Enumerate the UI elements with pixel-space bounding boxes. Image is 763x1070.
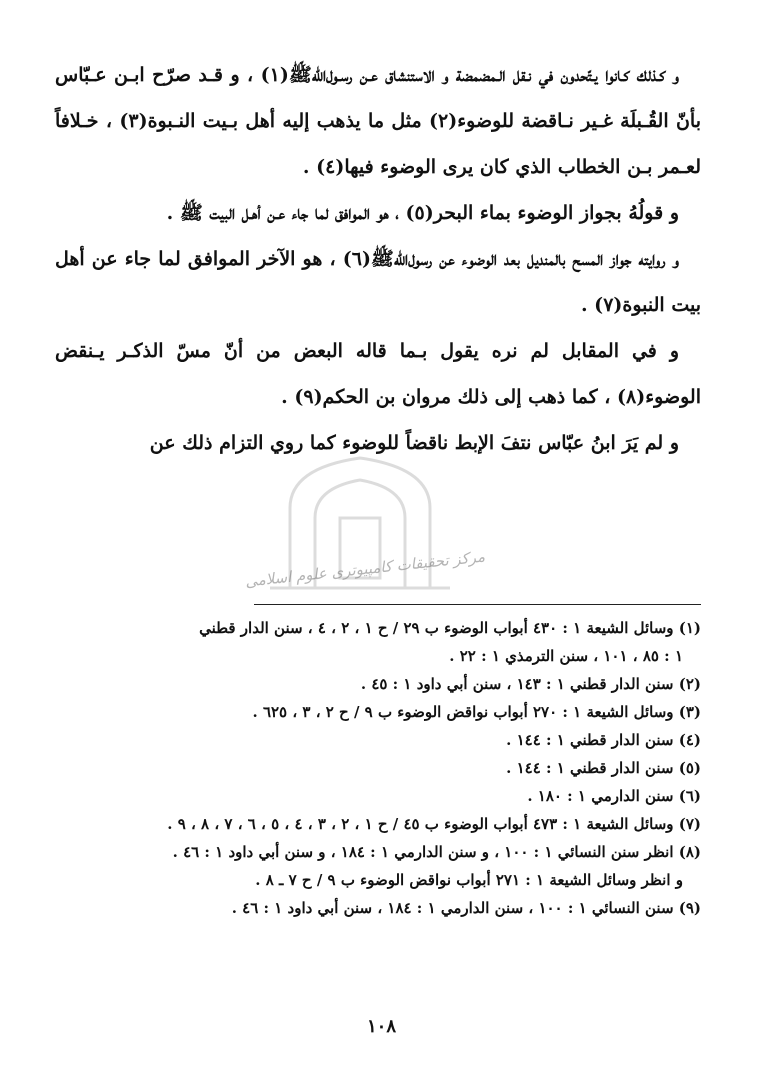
footnote: (١) وسائل الشيعة ١ : ٤٣٠ أبواب الوضوء ب ٢٩ / ح ١ ، ٢ ، ٤ ، سنن الدار قطني xyxy=(199,619,701,637)
paragraph: و لم يَرَ ابنُ عبّاس نتفَ الإبط ناقضاً للوضوء كما روي التزام ذلك عن xyxy=(149,432,679,454)
paragraph: و روايته جواز المسح بالمنديل بعد الوضوء عن رسول‌الله‌ﷺ(٦) ، هو الآخر الموافق لما جاء عن أهل بيت النبوة(٧) . xyxy=(55,248,701,316)
footnote: (٥) سنن الدار قطني ١ : ١٤٤ . xyxy=(506,759,701,777)
footnote: (٦) سنن الدارمي ١ : ١٨٠ . xyxy=(527,787,701,805)
footnote: (٢) سنن الدار قطني ١ : ١٤٣ ، سنن أبي داود ١ : ٤٥ . xyxy=(360,675,701,693)
footnote-continuation: ١ : ٨٥ ، ١٠١ ، سنن الترمذي ١ : ٢٢ . xyxy=(449,647,683,665)
page-number: ١٠٨ xyxy=(366,1016,396,1037)
footnote: (٣) وسائل الشيعة ١ : ٢٧٠ أبواب نواقض الوضوء ب ٩ / ح ٢ ، ٣ ، ٦٢٥ . xyxy=(252,703,701,721)
footnote: (٩) سنن النسائي ١ : ١٠٠ ، سنن الدارمي ١ : ١٨٤ ، سنن أبي داود ١ : ٤٦ . xyxy=(231,899,701,917)
main-text xyxy=(55,52,701,466)
paragraph: و قولُهُ بجواز الوضوء بماء البحر(٥) ، هو الموافق لما جاء عـن أهـل البيت ﷺ . xyxy=(166,202,679,224)
paragraph: و في المقابل لم نره يقول بـما قاله البعض من أنّ مسّ الذكـر يـنقض الوضوء(٨) ، كما ذهب إلى ذلك مروان بن الحكم(٩) . xyxy=(55,340,701,408)
footnote-continuation: و انظر وسائل الشيعة ١ : ٢٧١ أبواب نواقض الوضوء ب ٩ / ح ٧ ـ ٨ . xyxy=(255,871,683,889)
footnotes xyxy=(55,614,701,922)
footnote-divider xyxy=(254,604,701,605)
footnote: (٨) انظر سنن النسائي ١ : ١٠٠ ، و سنن الدارمي ١ : ١٨٤ ، و سنن أبي داود ١ : ٤٦ . xyxy=(172,843,701,861)
footnote: (٧) وسائل الشيعة ١ : ٤٧٣ أبواب الوضوء ب ٤٥ / ح ١ ، ٢ ، ٣ ، ٤ ، ٥ ، ٦ ، ٧ ، ٨ ، ٩ . xyxy=(167,815,701,833)
watermark-text: مرکز تحقیقات کامپیوتری علوم اسلامی xyxy=(244,547,486,591)
paragraph: و كـذلك كـانوا يـتّحدون في نـقل الـمضمضة و الاستنشاق عـن رسـول‌الله‌ﷺ(١) ، و قـد صرّح ابـن عـبّاس بأنّ القُـبلَة غـير نـاقضة للوضوء(٢) مثل ما يذهب إليه أهل بـيت النـبوة(٣) ، خـلافاً لعـمر بـن الخطاب الذي كان يرى الوضوء فيها(٤) . xyxy=(55,64,702,178)
footnote: (٤) سنن الدار قطني ١ : ١٤٤ . xyxy=(506,731,701,749)
